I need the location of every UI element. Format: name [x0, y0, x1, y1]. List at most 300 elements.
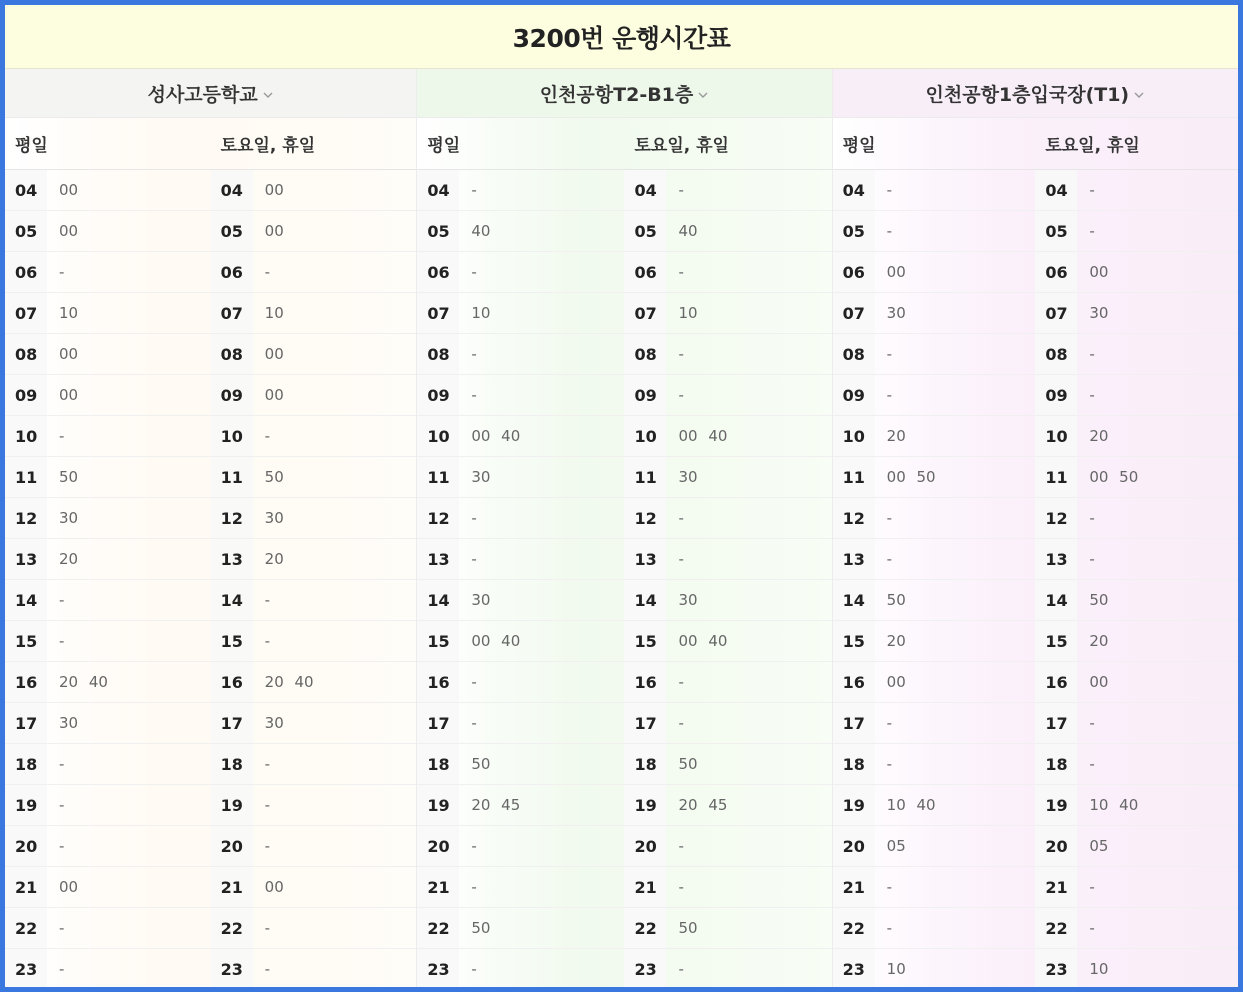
- minutes-cell: 20: [59, 550, 79, 568]
- hour-cell: 21: [833, 867, 875, 907]
- hour-cell: 14: [5, 580, 47, 620]
- schedule-table: [417, 170, 831, 989]
- minutes-cell: -: [471, 960, 477, 978]
- minutes-cell: -: [1089, 386, 1095, 404]
- table-row: [624, 580, 831, 621]
- stop-column: [416, 69, 831, 989]
- minutes-cell: -: [886, 755, 893, 773]
- table-row: [5, 252, 211, 293]
- hour-cell: 04: [624, 170, 666, 210]
- hour-cell: 19: [417, 785, 459, 825]
- minutes-cell: 10 40: [1089, 796, 1139, 814]
- day-type-header: [417, 118, 831, 170]
- minutes-cell: 30: [1089, 304, 1109, 322]
- chevron-down-icon: [1133, 89, 1145, 101]
- weekday-schedule: [417, 170, 624, 989]
- stop-selector[interactable]: [417, 69, 831, 118]
- minutes-cell: -: [264, 591, 271, 609]
- hour-cell: 10: [417, 416, 459, 456]
- minutes-cell: 30: [264, 509, 284, 527]
- hour-cell: 23: [1035, 949, 1077, 989]
- minutes-cell: 30: [678, 591, 698, 609]
- minutes-cell: 00: [59, 345, 79, 363]
- chevron-down-icon: [262, 89, 274, 101]
- minutes-cell: 50: [471, 919, 491, 937]
- table-row: [624, 703, 831, 744]
- hour-cell: 13: [417, 539, 459, 579]
- hour-cell: 12: [833, 498, 875, 538]
- hour-cell: 04: [1035, 170, 1077, 210]
- minutes-cell: -: [59, 837, 65, 855]
- table-row: [833, 908, 1036, 949]
- stop-selector[interactable]: [833, 69, 1238, 118]
- hour-cell: 04: [417, 170, 459, 210]
- table-row: [211, 334, 417, 375]
- minutes-cell: 00: [264, 222, 284, 240]
- weekend-schedule: [1035, 170, 1238, 989]
- hour-cell: 08: [833, 334, 875, 374]
- hour-cell: 23: [417, 949, 459, 989]
- table-row: [833, 334, 1036, 375]
- table-row: [211, 539, 417, 580]
- title-bar: [5, 5, 1238, 69]
- hour-cell: 05: [211, 211, 253, 251]
- hour-cell: 20: [833, 826, 875, 866]
- hour-cell: 08: [5, 334, 47, 374]
- minutes-cell: 30: [59, 509, 79, 527]
- table-row: [624, 170, 831, 211]
- table-row: [417, 908, 624, 949]
- page-title: 3200번 운행시간표: [512, 23, 731, 53]
- minutes-cell: 00: [264, 386, 284, 404]
- table-row: [211, 293, 417, 334]
- minutes-cell: 30: [886, 304, 906, 322]
- hour-cell: 08: [211, 334, 253, 374]
- hour-cell: 15: [1035, 621, 1077, 661]
- hour-cell: 23: [5, 949, 47, 989]
- table-row: [1035, 170, 1238, 211]
- table-row: [833, 621, 1036, 662]
- minutes-cell: 00: [886, 673, 906, 691]
- hour-cell: 06: [417, 252, 459, 292]
- table-row: [417, 252, 624, 293]
- minutes-cell: -: [471, 550, 477, 568]
- minutes-cell: 00: [59, 386, 79, 404]
- minutes-cell: 00 40: [678, 427, 728, 445]
- minutes-cell: -: [59, 632, 65, 650]
- hour-cell: 07: [417, 293, 459, 333]
- stop-name: 성사고등학교: [147, 83, 258, 106]
- hour-cell: 15: [211, 621, 253, 661]
- minutes-cell: 10: [886, 960, 906, 978]
- minutes-cell: -: [471, 263, 477, 281]
- table-row: [833, 293, 1036, 334]
- table-row: [1035, 703, 1238, 744]
- minutes-cell: 20: [1089, 427, 1109, 445]
- minutes-cell: -: [264, 427, 271, 445]
- minutes-cell: 00 40: [471, 427, 521, 445]
- weekend-schedule: [624, 170, 831, 989]
- table-row: [5, 539, 211, 580]
- minutes-cell: -: [471, 878, 477, 896]
- hour-cell: 04: [833, 170, 875, 210]
- hour-cell: 18: [624, 744, 666, 784]
- minutes-cell: -: [886, 222, 893, 240]
- hour-cell: 18: [417, 744, 459, 784]
- hour-cell: 23: [624, 949, 666, 989]
- hour-cell: 18: [833, 744, 875, 784]
- hour-cell: 09: [1035, 375, 1077, 415]
- minutes-cell: 20: [886, 632, 906, 650]
- schedule-table: [5, 170, 416, 989]
- hour-cell: 13: [1035, 539, 1077, 579]
- table-row: [833, 457, 1036, 498]
- table-row: [417, 498, 624, 539]
- minutes-cell: 00: [264, 345, 284, 363]
- table-row: [5, 703, 211, 744]
- minutes-cell: 00 50: [1089, 468, 1139, 486]
- hour-cell: 06: [833, 252, 875, 292]
- hour-cell: 11: [624, 457, 666, 497]
- minutes-cell: 00: [1089, 263, 1109, 281]
- hour-cell: 18: [5, 744, 47, 784]
- minutes-cell: 50: [59, 468, 79, 486]
- table-row: [624, 539, 831, 580]
- hour-cell: 08: [417, 334, 459, 374]
- minutes-cell: 00: [1089, 673, 1109, 691]
- table-row: [1035, 375, 1238, 416]
- minutes-cell: -: [1089, 222, 1095, 240]
- minutes-cell: -: [678, 509, 684, 527]
- table-row: [833, 662, 1036, 703]
- table-row: [833, 170, 1036, 211]
- minutes-cell: -: [59, 796, 65, 814]
- hour-cell: 07: [624, 293, 666, 333]
- minutes-cell: 30: [264, 714, 284, 732]
- minutes-cell: -: [1089, 345, 1095, 363]
- minutes-cell: 50: [678, 755, 698, 773]
- table-row: [5, 785, 211, 826]
- table-row: [1035, 580, 1238, 621]
- minutes-cell: 10: [59, 304, 79, 322]
- hour-cell: 21: [1035, 867, 1077, 907]
- minutes-cell: -: [886, 919, 893, 937]
- hour-cell: 22: [5, 908, 47, 948]
- minutes-cell: -: [264, 632, 271, 650]
- table-row: [1035, 334, 1238, 375]
- minutes-cell: 10: [1089, 960, 1109, 978]
- hour-cell: 16: [833, 662, 875, 702]
- table-row: [1035, 662, 1238, 703]
- hour-cell: 23: [211, 949, 253, 989]
- minutes-cell: 20 40: [59, 673, 108, 691]
- minutes-cell: 10 40: [886, 796, 936, 814]
- table-row: [624, 826, 831, 867]
- table-row: [5, 580, 211, 621]
- table-row: [5, 498, 211, 539]
- hour-cell: 20: [5, 826, 47, 866]
- hour-cell: 09: [5, 375, 47, 415]
- table-row: [5, 621, 211, 662]
- table-row: [1035, 211, 1238, 252]
- table-row: [417, 334, 624, 375]
- table-row: [211, 826, 417, 867]
- table-row: [624, 293, 831, 334]
- minutes-cell: -: [678, 345, 684, 363]
- hour-cell: 22: [624, 908, 666, 948]
- hour-cell: 17: [211, 703, 253, 743]
- minutes-cell: -: [471, 509, 477, 527]
- stop-column: [832, 69, 1238, 989]
- hour-cell: 10: [833, 416, 875, 456]
- table-row: [211, 457, 417, 498]
- table-row: [211, 416, 417, 457]
- minutes-cell: -: [1089, 509, 1095, 527]
- table-row: [833, 211, 1036, 252]
- weekend-label: 토요일, 휴일: [1045, 136, 1140, 156]
- table-row: [211, 375, 417, 416]
- minutes-cell: -: [886, 345, 893, 363]
- table-row: [417, 867, 624, 908]
- minutes-cell: -: [1089, 714, 1095, 732]
- hour-cell: 12: [1035, 498, 1077, 538]
- table-row: [5, 416, 211, 457]
- table-row: [624, 744, 831, 785]
- table-row: [624, 416, 831, 457]
- hour-cell: 17: [417, 703, 459, 743]
- table-row: [624, 621, 831, 662]
- hour-cell: 10: [1035, 416, 1077, 456]
- table-row: [624, 867, 831, 908]
- table-row: [5, 293, 211, 334]
- table-row: [211, 867, 417, 908]
- minutes-cell: 50: [1089, 591, 1109, 609]
- hour-cell: 05: [5, 211, 47, 251]
- table-row: [211, 703, 417, 744]
- table-row: [833, 867, 1036, 908]
- minutes-cell: -: [471, 386, 477, 404]
- table-row: [1035, 293, 1238, 334]
- hour-cell: 19: [5, 785, 47, 825]
- hour-cell: 21: [5, 867, 47, 907]
- table-row: [624, 908, 831, 949]
- table-row: [417, 703, 624, 744]
- table-row: [211, 252, 417, 293]
- hour-cell: 18: [1035, 744, 1077, 784]
- hour-cell: 05: [1035, 211, 1077, 251]
- table-row: [5, 375, 211, 416]
- stop-column: [5, 69, 416, 989]
- minutes-cell: 00 40: [471, 632, 521, 650]
- table-row: [417, 375, 624, 416]
- hour-cell: 06: [1035, 252, 1077, 292]
- table-row: [211, 621, 417, 662]
- hour-cell: 16: [417, 662, 459, 702]
- table-row: [1035, 826, 1238, 867]
- hour-cell: 07: [833, 293, 875, 333]
- hour-cell: 17: [1035, 703, 1077, 743]
- table-row: [5, 457, 211, 498]
- table-row: [5, 170, 211, 211]
- minutes-cell: 05: [1089, 837, 1109, 855]
- table-row: [833, 375, 1036, 416]
- hour-cell: 06: [5, 252, 47, 292]
- hour-cell: 12: [5, 498, 47, 538]
- minutes-cell: -: [264, 919, 271, 937]
- minutes-cell: -: [59, 427, 65, 445]
- hour-cell: 07: [211, 293, 253, 333]
- table-row: [624, 457, 831, 498]
- table-row: [417, 457, 624, 498]
- hour-cell: 12: [624, 498, 666, 538]
- hour-cell: 15: [417, 621, 459, 661]
- hour-cell: 04: [211, 170, 253, 210]
- minutes-cell: -: [59, 591, 65, 609]
- hour-cell: 16: [624, 662, 666, 702]
- table-row: [417, 826, 624, 867]
- table-row: [211, 785, 417, 826]
- weekday-schedule: [5, 170, 211, 989]
- hour-cell: 13: [211, 539, 253, 579]
- hour-cell: 10: [624, 416, 666, 456]
- minutes-cell: -: [59, 263, 65, 281]
- hour-cell: 11: [417, 457, 459, 497]
- hour-cell: 06: [211, 252, 253, 292]
- table-row: [833, 252, 1036, 293]
- minutes-cell: 20 45: [678, 796, 728, 814]
- minutes-cell: 10: [264, 304, 284, 322]
- table-row: [5, 826, 211, 867]
- table-row: [833, 703, 1036, 744]
- table-row: [1035, 908, 1238, 949]
- table-row: [833, 826, 1036, 867]
- hour-cell: 14: [417, 580, 459, 620]
- hour-cell: 21: [624, 867, 666, 907]
- stop-selector[interactable]: [5, 69, 416, 118]
- minutes-cell: -: [678, 550, 684, 568]
- hour-cell: 08: [1035, 334, 1077, 374]
- table-row: [624, 785, 831, 826]
- hour-cell: 17: [624, 703, 666, 743]
- minutes-cell: -: [1089, 181, 1095, 199]
- hour-cell: 23: [833, 949, 875, 989]
- table-row: [1035, 949, 1238, 989]
- hour-cell: 22: [833, 908, 875, 948]
- hour-cell: 15: [624, 621, 666, 661]
- hour-cell: 16: [1035, 662, 1077, 702]
- minutes-cell: -: [264, 755, 271, 773]
- table-row: [417, 621, 624, 662]
- table-row: [833, 949, 1036, 989]
- minutes-cell: -: [471, 345, 477, 363]
- minutes-cell: -: [59, 755, 65, 773]
- minutes-cell: -: [886, 878, 893, 896]
- weekday-label: 평일: [842, 136, 876, 156]
- table-row: [833, 580, 1036, 621]
- hour-cell: 05: [417, 211, 459, 251]
- hour-cell: 17: [5, 703, 47, 743]
- table-row: [5, 334, 211, 375]
- minutes-cell: -: [1089, 878, 1095, 896]
- minutes-cell: 00: [59, 878, 79, 896]
- minutes-cell: -: [678, 673, 684, 691]
- minutes-cell: -: [886, 509, 893, 527]
- table-row: [624, 662, 831, 703]
- hour-cell: 20: [1035, 826, 1077, 866]
- hour-cell: 22: [1035, 908, 1077, 948]
- hour-cell: 13: [833, 539, 875, 579]
- table-row: [211, 744, 417, 785]
- table-row: [211, 170, 417, 211]
- table-row: [5, 744, 211, 785]
- minutes-cell: 00: [886, 263, 906, 281]
- minutes-cell: 20: [1089, 632, 1109, 650]
- hour-cell: 16: [211, 662, 253, 702]
- table-row: [833, 416, 1036, 457]
- hour-cell: 11: [5, 457, 47, 497]
- hour-cell: 09: [833, 375, 875, 415]
- table-row: [1035, 457, 1238, 498]
- hour-cell: 21: [417, 867, 459, 907]
- table-row: [624, 375, 831, 416]
- chevron-down-icon: [697, 89, 709, 101]
- weekday-label: 평일: [15, 136, 48, 156]
- hour-cell: 17: [833, 703, 875, 743]
- minutes-cell: -: [471, 837, 477, 855]
- minutes-cell: 30: [471, 591, 491, 609]
- hour-cell: 19: [624, 785, 666, 825]
- table-row: [211, 662, 417, 703]
- hour-cell: 13: [624, 539, 666, 579]
- minutes-cell: 20: [886, 427, 906, 445]
- minutes-cell: -: [678, 960, 684, 978]
- hour-cell: 10: [211, 416, 253, 456]
- hour-cell: 07: [1035, 293, 1077, 333]
- table-row: [5, 211, 211, 252]
- minutes-cell: -: [59, 919, 65, 937]
- table-row: [417, 211, 624, 252]
- table-row: [211, 949, 417, 989]
- table-row: [1035, 785, 1238, 826]
- minutes-cell: -: [264, 960, 271, 978]
- day-type-header: [5, 118, 416, 170]
- hour-cell: 20: [624, 826, 666, 866]
- hour-cell: 22: [211, 908, 253, 948]
- hour-cell: 20: [417, 826, 459, 866]
- minutes-cell: 00: [59, 222, 79, 240]
- minutes-cell: -: [678, 181, 684, 199]
- hour-cell: 04: [5, 170, 47, 210]
- table-row: [1035, 252, 1238, 293]
- table-row: [1035, 539, 1238, 580]
- table-row: [211, 908, 417, 949]
- minutes-cell: -: [1089, 755, 1095, 773]
- table-row: [211, 498, 417, 539]
- table-row: [1035, 744, 1238, 785]
- hour-cell: 06: [624, 252, 666, 292]
- table-row: [417, 293, 624, 334]
- table-row: [833, 785, 1036, 826]
- hour-cell: 11: [833, 457, 875, 497]
- minutes-cell: -: [886, 714, 893, 732]
- hour-cell: 19: [211, 785, 253, 825]
- minutes-cell: 50: [678, 919, 698, 937]
- stop-name: 인천공항T2-B1층: [539, 83, 694, 106]
- hour-cell: 22: [417, 908, 459, 948]
- table-row: [624, 211, 831, 252]
- hour-cell: 15: [5, 621, 47, 661]
- weekday-schedule: [833, 170, 1036, 989]
